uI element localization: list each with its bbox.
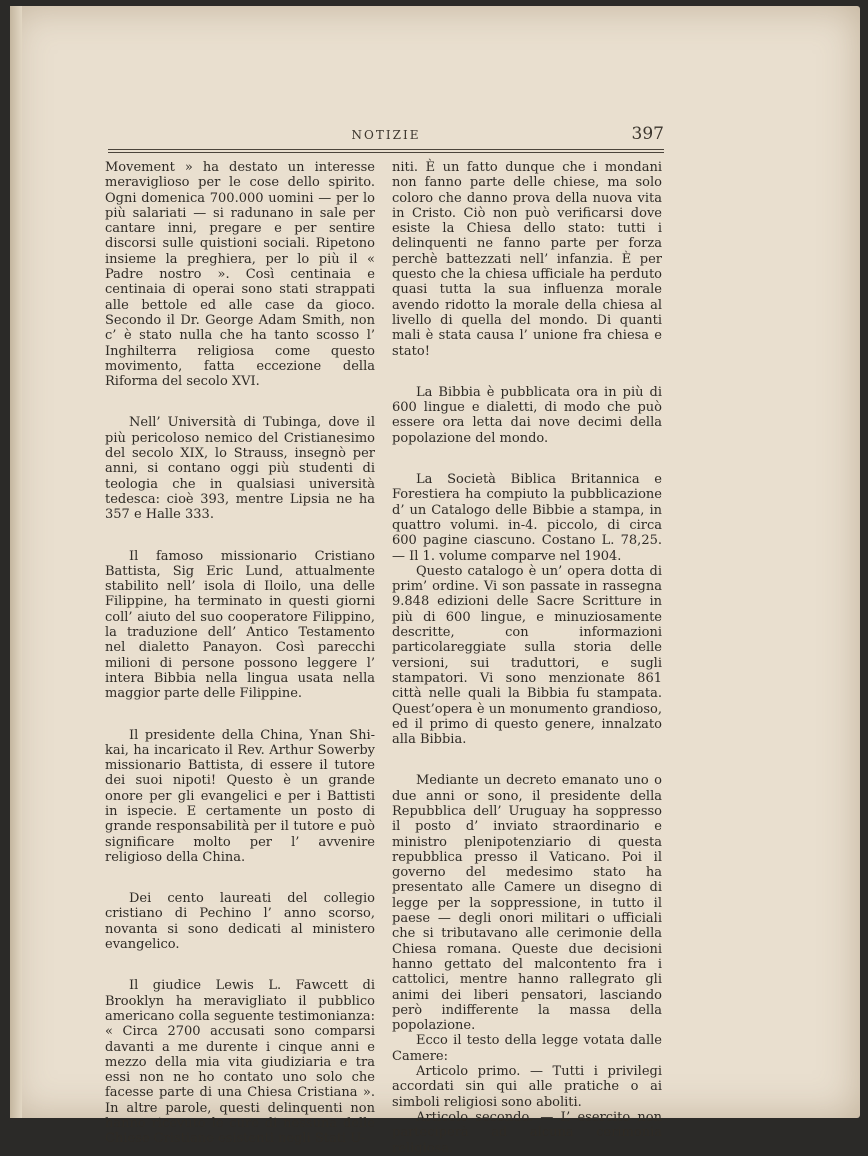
paragraph-pechino: Dei cento laureati del collegio cristiano di Pechino l’ anno scorso, novanta si sono dedicati al ministero evangelico. <box>105 891 375 953</box>
paragraph-china: Il presidente della China, Ynan Shi-kai, ha incaricato il Rev. Arthur Sowerby missionario Battista, di essere il tutore dei suoi nipoti! Questo è un grande onore per gli evangelici e per i Battisti in ispecie. E certamente un posto di grande responsabilità per il tutore e può significare molto per l’ avvenire religioso della China. <box>105 727 375 865</box>
paragraph-fawcett: Il giudice Lewis L. Fawcett di Brooklyn ha meravigliato il pubblico americano colla seguente testimonianza: « Circa 2700 accusati sono comparsi davanti a me durente i cinque anni e mezzo della mia vita giudiziaria e tra essi non ne ho contato uno solo che facesse parte di una Chiesa Cristiana ». In altre parole, questi delinquenti non hanno ricevuto le cure di nessuna delle Chiese Cristiane esistenti negli Stati U- <box>105 978 375 1147</box>
running-head: NOTIZIE <box>351 128 421 142</box>
paragraph-uruguay: Mediante un decreto emanato uno o due anni or sono, il presidente della Repubblica dell’ Uruguay ha soppresso il posto d’ inviato straordinario e ministro plenipotenziario di questa repubblica presso il Vaticano. Poi il governo del medesimo stato ha presentato alle Camere un disegno di legge per la soppressione, in tutto il paese — degli onori militari o ufficiali che si tributavano alle cerimonie della Chiesa romana. Queste due decisioni hanno gettato del malcontento fra i cattolici, mentre hanno rallegrato gli animi dei liberi pensatori, lasciando però indifferente la massa della popolazione. <box>392 773 662 1034</box>
paragraph-stati-uniti: niti. È un fatto dunque che i mondani non fanno parte delle chiese, ma solo coloro che danno prova della nuova vita in Cristo. Ciò non può verificarsi dove esiste la Chiesa dello stato: tutti i delinquenti ne fanno parte per forza perchè battezzati nell’ infanzia. È per questo che la chiesa ufficiale ha perduto quasi tutta la sua influenza morale avendo ridotto la morale della chiesa al livello di quella del mondo. Di quanti mali è stata causa l’ unione fra chiesa e stato! <box>392 160 662 359</box>
page-spine-shadow <box>10 6 22 1118</box>
paragraph-articolo-secondo: Articolo secondo. — L’ esercito non parteciperà ad alcuna cerimonia religiosa. <box>392 1109 662 1156</box>
paragraph-articolo-primo: Articolo primo. — Tutti i privilegi accordati sin qui alle pratiche o ai simboli religiosi sono aboliti. <box>392 1064 662 1110</box>
paragraph-tubinga: Nell’ Università di Tubinga, dove il più pericoloso nemico del Cristianesimo del secolo XIX, lo Strauss, insegnò per anni, si contano oggi più studenti di teologia che in qualsiasi università tedesca: cioè 393, mentre Lipsia ne ha 357 e Halle 333. <box>105 415 375 523</box>
paragraph-movement: Movement » ha destato un interesse meraviglioso per le cose dello spirito. Ogni domenica 700.000 uomini — per lo più salariati — si radunano in sale per cantare inni, pregare e per sentire discorsi sulle quistioni sociali. Ripetono insieme la preghiera, per lo più il « Padre nostro ». Così centinaia e centinaia di operai sono stati strappati alle bettole ed alle case da gioco. Secondo il Dr. George Adam Smith, non c’ è stato nulla che ha tanto scosso l’ Inghilterra religiosa come questo movimento, fatta eccezione della Riforma del secolo XVI. <box>105 160 375 390</box>
page-number: 397 <box>631 124 664 144</box>
page-header <box>108 126 664 148</box>
left-column <box>105 160 375 1147</box>
right-column <box>392 160 662 1156</box>
paragraph-missionario: Il famoso missionario Cristiano Battista, Sig Eric Lund, attualmente stabilito nell’ isola di Iloilo, una delle Filippine, ha terminato in questi giorni coll’ aiuto del suo cooperatore Filippino, la traduzione dell’ Antico Testamento nel dialetto Panayon. Così parecchi milioni di persone possono leggere l’ intera Bibbia nella lingua usata nella maggior parte delle Filippine. <box>105 548 375 702</box>
paragraph-societa-biblica: La Società Biblica Britannica e Forestiera ha compiuto la pubblicazione d’ un Catalogo delle Bibbie a stampa, in quattro volumi. in-4. piccolo, di circa 600 pagine ciascuno. Costano L. 78,25. — Il 1. volume comparve nel 1904. <box>392 472 662 564</box>
header-rule-bottom <box>108 152 664 153</box>
paragraph-legge: Ecco il testo della legge votata dalle Camere: <box>392 1033 662 1064</box>
paragraph-bibbia-lingue: La Bibbia è pubblicata ora in più di 600 lingue e dialetti, di modo che può essere ora letta dai nove decimi della popolazione del mondo. <box>392 384 662 446</box>
header-rule-top <box>108 149 664 150</box>
paragraph-catalogo: Questo catalogo è un’ opera dotta di prim’ ordine. Vi son passate in rassegna 9.848 edizioni delle Sacre Scritture in più di 600 lingue, e minuziosamente descritte, con informazioni particolareggiate sulla storia delle versioni, sui traduttori, e sugli stampatori. Vi sono menzionate 861 città nelle quali la Bibbia fu stampata. Quest’opera è un monumento grandioso, ed il primo di questo genere, innalzato alla Bibbia. <box>392 563 662 748</box>
